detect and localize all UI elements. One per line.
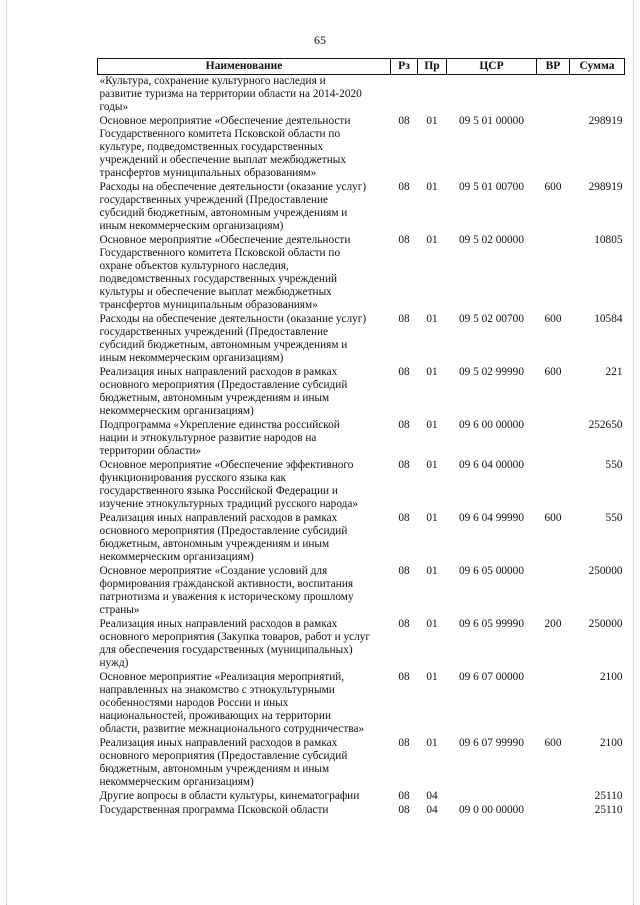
cell-sum: 252650 (588, 419, 623, 431)
cell-rz: 08 (398, 671, 410, 683)
cell-csr: 09 5 02 00700 (459, 313, 524, 325)
scan-edge-right (633, 0, 635, 905)
table-row (98, 75, 625, 116)
header-vr: ВР (537, 59, 570, 75)
page-number: 65 (314, 33, 326, 47)
cell-sum: 550 (605, 459, 623, 471)
cell-csr: 09 6 04 99990 (459, 512, 524, 524)
header-pr: Пр (418, 59, 447, 75)
table-row (98, 419, 625, 459)
cell-name: Реализация иных направлений расходов в рамках основного мероприятия (Предоставление субсидий бюджетным, автономным учреждениям и иным некоммерческим организациям) (99, 512, 348, 563)
cell-pr: 01 (426, 366, 438, 378)
cell-name: Реализация иных направлений расходов в рамках основного мероприятия (Предоставление субсидий бюджетным, автономным учреждениям и иным некоммерческим организациям) (99, 737, 348, 788)
cell-csr: 09 0 00 00000 (459, 804, 524, 816)
header-sum: Сумма (570, 59, 625, 75)
cell-rz: 08 (398, 618, 410, 630)
table-row (98, 181, 625, 234)
cell-vr (537, 75, 570, 116)
table-row (98, 565, 625, 618)
cell-rz (391, 75, 418, 116)
cell-csr: 09 6 00 00000 (459, 419, 524, 431)
cell-rz: 08 (398, 181, 410, 193)
cell-csr: 09 6 05 00000 (459, 565, 524, 577)
cell-pr: 01 (426, 618, 438, 630)
cell-csr: 09 5 02 00000 (459, 234, 524, 246)
table-row (98, 459, 625, 512)
cell-sum: 298919 (588, 115, 623, 127)
cell-vr: 200 (544, 618, 562, 630)
cell-name: Основное мероприятие «Создание условий для формирования гражданской активности, воспитания патриотизма и уважения к историческому прошлому страны» (99, 565, 354, 616)
cell-rz: 08 (398, 313, 410, 325)
cell-rz: 08 (398, 804, 410, 816)
cell-name: Основное мероприятие «Обеспечение эффективного функционирования русского языка как государственного языка Российской Федерации и изучение этнокультурных традиций русского народа» (99, 459, 359, 510)
table-row (98, 366, 625, 419)
table-row (98, 671, 625, 737)
cell-sum (570, 75, 625, 116)
cell-pr: 01 (426, 671, 438, 683)
cell-vr (537, 671, 570, 737)
cell-sum: 221 (605, 366, 623, 378)
table-row (98, 804, 625, 818)
cell-rz: 08 (398, 512, 410, 524)
cell-rz: 08 (398, 419, 410, 431)
scan-edge-left (6, 0, 8, 905)
cell-csr (447, 75, 537, 116)
cell-sum: 550 (605, 512, 623, 524)
cell-name: Другие вопросы в области культуры, кинематографии (99, 790, 360, 802)
cell-name: Расходы на обеспечение деятельности (оказание услуг) государственных учреждений (Предоставление субсидий бюджетным, автономным учреждениям и иным некоммерческим организациям) (99, 313, 367, 364)
cell-vr (537, 565, 570, 618)
cell-sum: 25110 (594, 804, 623, 816)
cell-sum: 2100 (599, 737, 623, 749)
cell-vr: 600 (544, 512, 562, 524)
table-row (98, 790, 625, 804)
cell-sum: 250000 (588, 618, 623, 630)
cell-pr: 01 (426, 737, 438, 749)
cell-sum: 10584 (594, 313, 623, 325)
cell-vr (537, 459, 570, 512)
cell-pr: 01 (426, 419, 438, 431)
cell-vr: 600 (544, 313, 562, 325)
cell-pr: 04 (426, 790, 438, 802)
cell-csr: 09 5 01 00700 (459, 181, 524, 193)
cell-csr: 09 6 05 99990 (459, 618, 524, 630)
cell-csr: 09 6 07 99990 (459, 737, 524, 749)
cell-rz: 08 (398, 737, 410, 749)
cell-name: Государственная программа Псковской области (99, 804, 329, 816)
cell-csr: 09 5 02 99990 (459, 366, 524, 378)
cell-csr: 09 5 01 00000 (459, 115, 524, 127)
cell-vr (537, 790, 570, 804)
cell-pr: 01 (426, 313, 438, 325)
cell-vr (537, 419, 570, 459)
cell-name: Расходы на обеспечение деятельности (оказание услуг) государственных учреждений (Предоставление субсидий бюджетным, автономным учреждениям и иным некоммерческим организациям) (99, 181, 367, 232)
cell-sum: 298919 (588, 181, 623, 193)
table-row (98, 313, 625, 366)
cell-rz: 08 (398, 459, 410, 471)
cell-rz: 08 (398, 234, 410, 246)
cell-vr: 600 (544, 737, 562, 749)
table-body (98, 75, 625, 819)
cell-pr (418, 75, 447, 116)
header-rz: Рз (391, 59, 418, 75)
cell-rz: 08 (398, 565, 410, 577)
cell-name: «Культура, сохранение культурного наследия и развитие туризма на территории области на 2014-2020 годы» (99, 75, 362, 113)
cell-rz: 08 (398, 366, 410, 378)
cell-rz: 08 (398, 115, 410, 127)
cell-name: Основное мероприятие «Обеспечение деятельности Государственного комитета Псковской области по охране объектов культурного наследия, подведомственных государственных учреждений культуры и обеспечение выплат межбюджетных трансфертов муниципальным образованиям» (99, 234, 351, 311)
cell-vr: 600 (544, 366, 562, 378)
cell-csr: 09 6 04 00000 (459, 459, 524, 471)
table-row (98, 737, 625, 790)
table-row (98, 234, 625, 313)
budget-table (97, 58, 625, 818)
table-row (98, 618, 625, 671)
cell-pr: 01 (426, 565, 438, 577)
cell-name: Реализация иных направлений расходов в рамках основного мероприятия (Закупка товаров, работ и услуг для обеспечения государственных (муниципальных) нужд) (99, 618, 371, 669)
cell-pr: 01 (426, 234, 438, 246)
cell-sum: 250000 (588, 565, 623, 577)
cell-name: Реализация иных направлений расходов в рамках основного мероприятия (Предоставление субсидий бюджетным, автономным учреждениям и иным некоммерческим организациям) (99, 366, 348, 417)
table-header-row (98, 59, 625, 75)
cell-vr (537, 804, 570, 818)
cell-sum: 10805 (594, 234, 623, 246)
cell-pr: 01 (426, 115, 438, 127)
cell-vr (537, 115, 570, 181)
cell-csr: 09 6 07 00000 (459, 671, 524, 683)
table-row (98, 512, 625, 565)
table-row (98, 115, 625, 181)
cell-vr (537, 234, 570, 313)
header-csr: ЦСР (447, 59, 537, 75)
cell-pr: 01 (426, 512, 438, 524)
cell-rz: 08 (398, 790, 410, 802)
cell-sum: 2100 (599, 671, 623, 683)
cell-vr: 600 (544, 181, 562, 193)
header-name: Наименование (98, 59, 391, 75)
cell-pr: 04 (426, 804, 438, 816)
cell-sum: 25110 (594, 790, 623, 802)
cell-pr: 01 (426, 459, 438, 471)
cell-name: Подпрограмма «Укрепление единства российской нации и этнокультурное развитие народов на территории области» (99, 419, 340, 457)
cell-name: Основное мероприятие «Реализация мероприятий, направленных на знакомство с этнокультурными особенностями народов России и иных национальностей, проживающих на территории области, развитие межнационального сотрудничества» (99, 671, 365, 735)
cell-csr (447, 790, 537, 804)
cell-pr: 01 (426, 181, 438, 193)
cell-name: Основное мероприятие «Обеспечение деятельности Государственного комитета Псковской области по культуре, подведомственных государственных учреждений и обеспечение выплат межбюджетных трансфертов муниципальных образованиям» (99, 115, 351, 179)
